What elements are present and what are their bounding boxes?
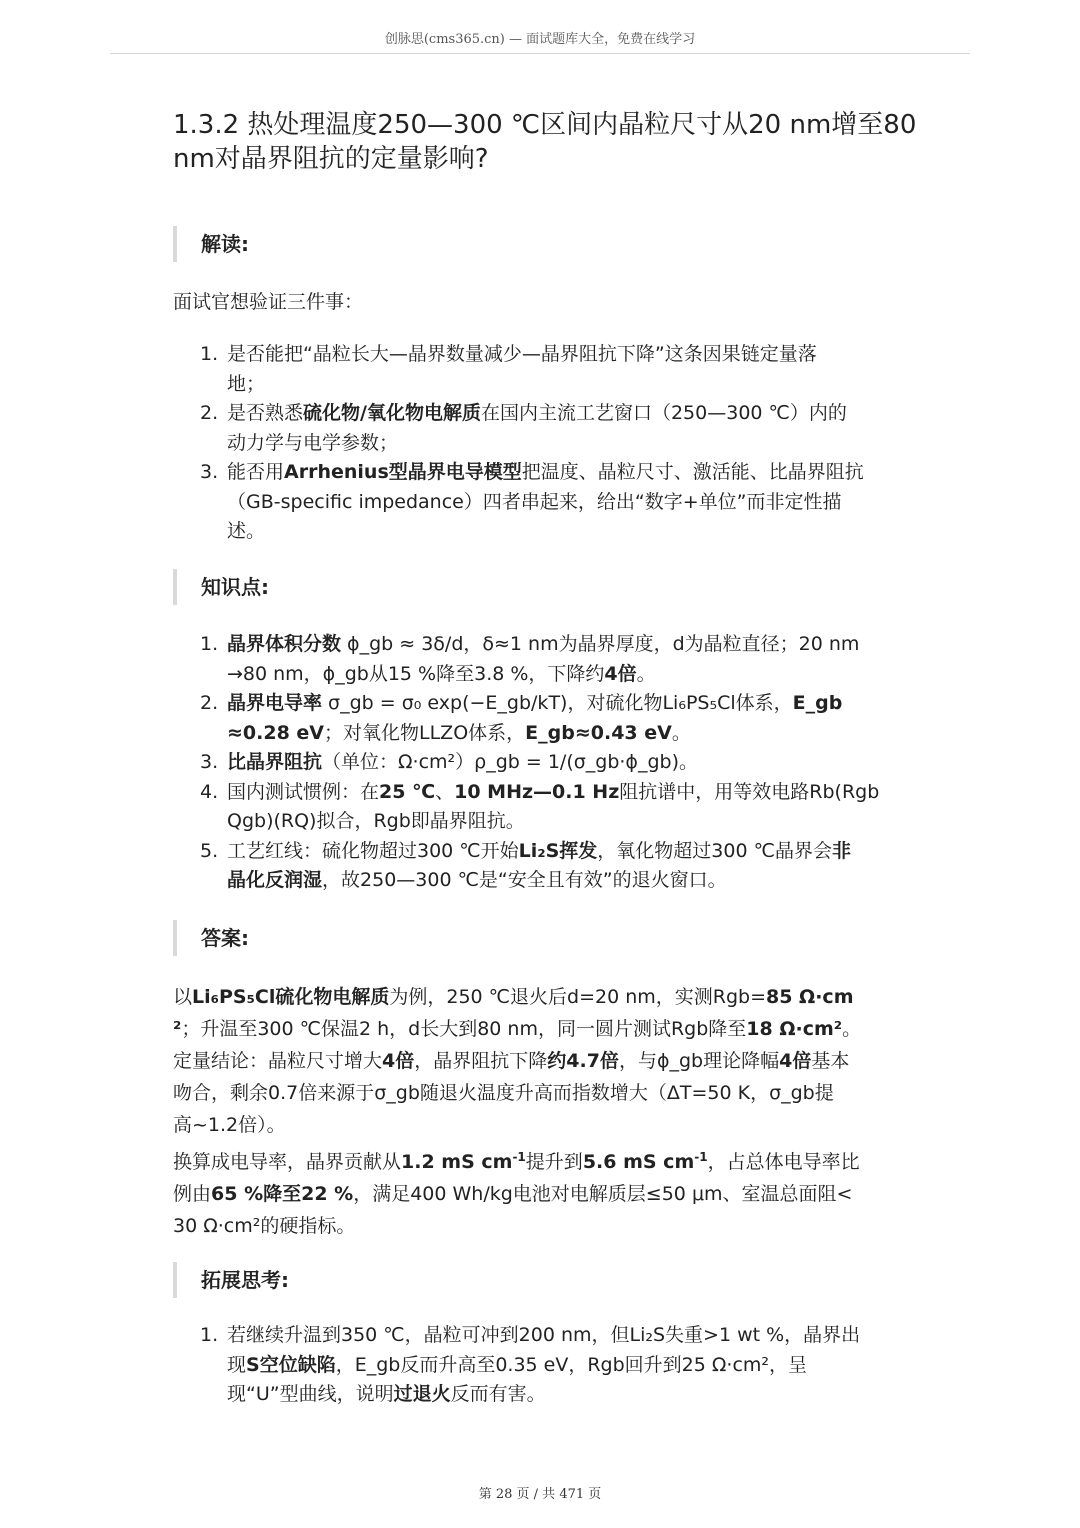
list-item: 1. 晶界体积分数 ϕ_gb ≈ 3δ/d，δ≈1 nm为晶界厚度，d为晶粒直径；20 nm →80 nm，ϕ_gb从15 %降至3.8 %，下降约4倍。 bbox=[200, 633, 860, 685]
title-line-2: nm对晶界阻抗的定量影响? bbox=[173, 144, 489, 174]
list-item: 2. 是否熟悉硫化物/氧化物电解质在国内主流工艺窗口（250—300 ℃）内的 动力学与电学参数； bbox=[200, 402, 847, 454]
section-heading-knowledge: 知识点: bbox=[173, 569, 269, 605]
list-item: 3. 比晶界阻抗（单位：Ω·cm²）ρ_gb = 1/(σ_gb·ϕ_gb)。 bbox=[200, 751, 698, 773]
title-line-1: 1.3.2 热处理温度250—300 ℃区间内晶粒尺寸从20 nm增至80 bbox=[173, 110, 917, 140]
answer-body: 以Li₆PS₅Cl硫化物电解质为例，250 ℃退火后d=20 nm，实测Rgb=85 Ω·cm ²；升温至300 ℃保温2 h，d长大到80 nm，同一圆片测试Rgb降至18 Ω·cm²。 定量结论：晶粒尺寸增大4倍，晶界阻抗下降约4.7倍，与ϕ_gb理论降幅4倍基本 吻合，剩余0.7倍来源于σ_gb随退火温度升高而指数增大（ΔT=50 K，σ_gb提 高~1.2倍）。 换算成电导率，晶界贡献从1.2 mS $cm^{-1}$提升到5.6 mS $cm^{-1}$，占总体电导率比 例由65 %降至22 %，满足400 Wh/kg电池对电解质层≤50 μm、室温总面阻< 30 Ω·cm²的硬指标。 bbox=[173, 986, 862, 1237]
page-header: 创脉思(cms365.cn) — 面试题库大全，免费在线学习 bbox=[384, 32, 696, 47]
list-item: 1. 是否能把“晶粒长大—晶界数量减少—晶界阻抗下降”这条因果链定量落 地； bbox=[200, 343, 817, 395]
section-heading-extension: 拓展思考: bbox=[173, 1262, 289, 1298]
list-item: 4. 国内测试惯例：在25 ℃、10 MHz—0.1 Hz阻抗谱中，用等效电路Rb(Rgb Qgb)(RQ)拟合，Rgb即晶界阻抗。 bbox=[200, 780, 880, 832]
page-footer: 第 28 页 / 共 471 页 bbox=[478, 1487, 602, 1502]
page-title bbox=[173, 108, 933, 176]
interpretation-intro: 面试官想验证三件事： bbox=[173, 291, 364, 313]
knowledge-list bbox=[200, 630, 935, 896]
section-heading-interpretation: 解读: bbox=[173, 226, 249, 262]
list-item: 2. 晶界电导率 σ_gb = σ₀ exp(−E_gb/kT)，对硫化物Li₆PS₅Cl体系，E_gb ≈0.28 eV；对氧化物LLZO体系，E_gb≈0.43 eV。 bbox=[200, 692, 843, 744]
list-item: 1. 若继续升温到350 ℃，晶粒可冲到200 nm，但Li₂S失重>1 wt %，晶界出 现S空位缺陷，E_gb反而升高至0.35 eV，Rgb回升到25 Ω·cm²，呈 现“U”型曲线，说明过退火反而有害。 bbox=[200, 1324, 861, 1405]
header-divider bbox=[110, 53, 970, 54]
extension-list bbox=[200, 1321, 935, 1410]
interpretation-list bbox=[200, 340, 935, 547]
section-heading-answer: 答案: bbox=[173, 920, 249, 956]
list-item: 5. 工艺红线：硫化物超过300 ℃开始Li₂S挥发，氧化物超过300 ℃晶界会非 晶化反润湿，故250—300 ℃是“安全且有效”的退火窗口。 bbox=[200, 839, 851, 891]
list-item: 3. 能否用Arrhenius型晶界电导模型把温度、晶粒尺寸、激活能、比晶界阻抗 （GB-specific impedance）四者串起来，给出“数字+单位”而非定性描 述。 bbox=[200, 461, 864, 542]
